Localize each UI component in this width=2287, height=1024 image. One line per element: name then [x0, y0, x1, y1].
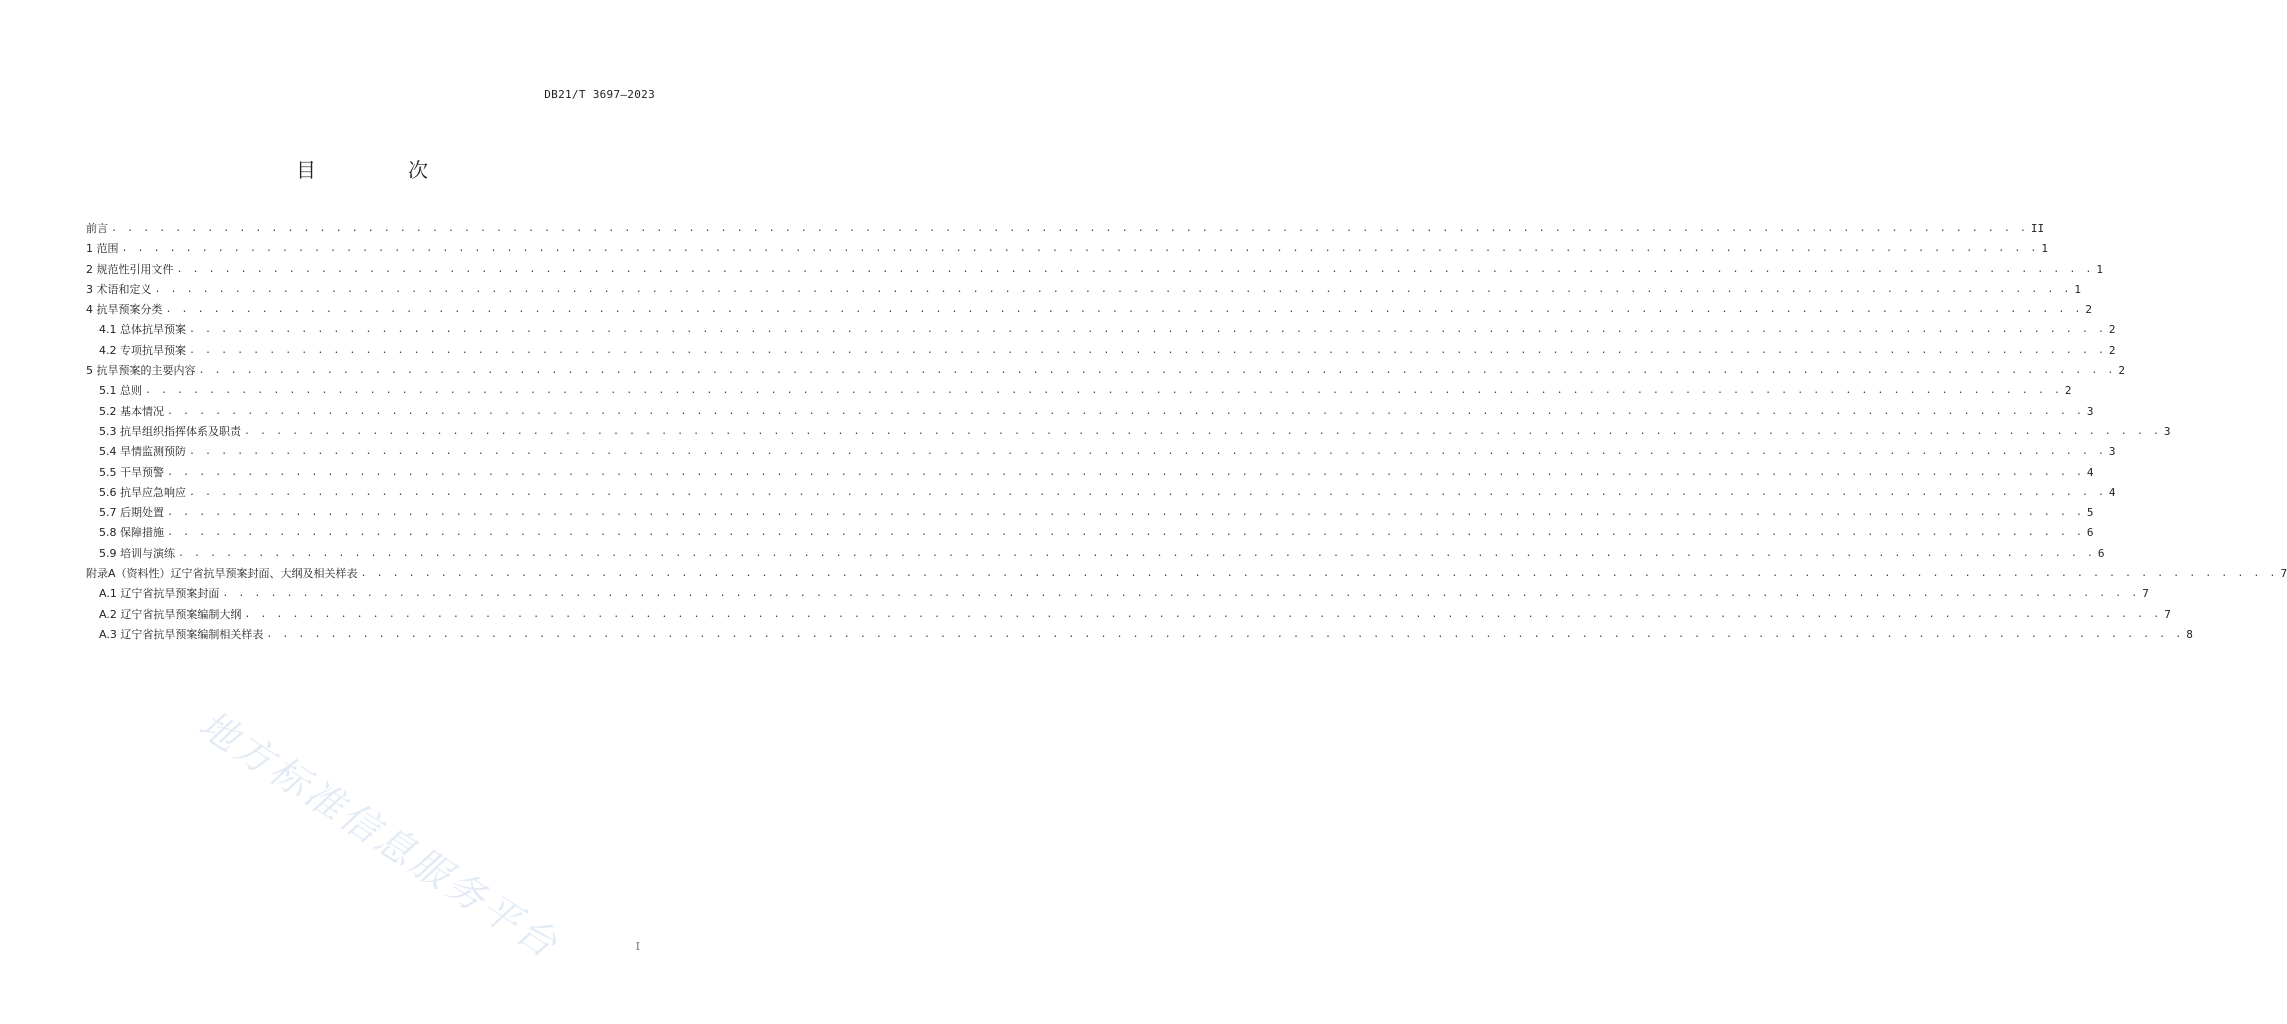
- toc-entry-label: 4 抗旱预案分类: [86, 303, 163, 317]
- toc-entry[interactable]: [86, 563, 2287, 581]
- toc-dot-leader: . . . . . . . . . . . . . . . . . . . . . . . . . . . . . . . . . . . . . . . . . . . . . . . . . . . . . . . . . . . . . . . . . . . . . . . . . . . . . . . . . . . . . . . . . . . . . . . . . . . . . . . . . . . . . . . . . . . . . . . .: [178, 547, 2095, 559]
- toc-dot-leader: . . . . . . . . . . . . . . . . . . . . . . . . . . . . . . . . . . . . . . . . . . . . . . . . . . . . . . . . . . . . . . . . . . . . . . . . . . . . . . . . . . . . . . . . . . . . . . . . . . . . . . . . . . . . . . . . . . . . . . . .: [198, 365, 2116, 377]
- toc-entry[interactable]: [86, 543, 2105, 561]
- toc-entry-label: 1 范围: [86, 242, 119, 256]
- toc-entry-page: 2: [2118, 364, 2126, 378]
- toc-entry[interactable]: [86, 238, 2049, 256]
- toc-entry[interactable]: [86, 421, 2171, 439]
- toc-entry-label: 附录A（资料性）辽宁省抗旱预案封面、大纲及相关样表: [86, 567, 358, 581]
- toc-entry-label: 4.1 总体抗旱预案: [99, 323, 186, 337]
- toc-entry[interactable]: [86, 604, 2171, 622]
- table-of-contents: [86, 218, 2287, 644]
- toc-dot-leader: . . . . . . . . . . . . . . . . . . . . . . . . . . . . . . . . . . . . . . . . . . . . . . . . . . . . . . . . . . . . . . . . . . . . . . . . . . . . . . . . . . . . . . . . . . . . . . . . . . . . . . . . . . . . . . . . . . . . . . . .: [167, 405, 2084, 417]
- toc-entry[interactable]: [86, 462, 2094, 480]
- toc-entry-page: 5: [2086, 506, 2094, 520]
- toc-dot-leader: . . . . . . . . . . . . . . . . . . . . . . . . . . . . . . . . . . . . . . . . . . . . . . . . . . . . . . . . . . . . . . . . . . . . . . . . . . . . . . . . . . . . . . . . . . . . . . . . . . . . . . . . . . . . . . . . . . . . . . . .: [189, 446, 2106, 458]
- toc-entry-label: 2 规范性引用文件: [86, 262, 174, 276]
- toc-dot-leader: . . . . . . . . . . . . . . . . . . . . . . . . . . . . . . . . . . . . . . . . . . . . . . . . . . . . . . . . . . . . . . . . . . . . . . . . . . . . . . . . . . . . . . . . . . . . . . . . . . . . . . . . . . . . . . . . . . . . . . . .: [189, 486, 2106, 498]
- toc-dot-leader: . . . . . . . . . . . . . . . . . . . . . . . . . . . . . . . . . . . . . . . . . . . . . . . . . . . . . . . . . . . . . . . . . . . . . . . . . . . . . . . . . . . . . . . . . . . . . . . . . . . . . . . . . . . . . . . . . . . . . . . .: [266, 628, 2184, 640]
- toc-entry[interactable]: [86, 299, 2093, 317]
- toc-entry[interactable]: [86, 624, 2193, 642]
- toc-dot-leader: . . . . . . . . . . . . . . . . . . . . . . . . . . . . . . . . . . . . . . . . . . . . . . . . . . . . . . . . . . . . . . . . . . . . . . . . . . . . . . . . . . . . . . . . . . . . . . . . . . . . . . . . . . . . . . . . . . . . . . . .: [167, 527, 2084, 539]
- toc-entry-label: 5.6 抗旱应急响应: [99, 485, 186, 499]
- toc-entry[interactable]: [86, 583, 2149, 601]
- toc-dot-leader: . . . . . . . . . . . . . . . . . . . . . . . . . . . . . . . . . . . . . . . . . . . . . . . . . . . . . . . . . . . . . . . . . . . . . . . . . . . . . . . . . . . . . . . . . . . . . . . . . . . . . . . . . . . . . . . . . . . . . . . .: [189, 324, 2106, 336]
- toc-entry-page: 6: [2086, 526, 2094, 540]
- toc-dot-leader: . . . . . . . . . . . . . . . . . . . . . . . . . . . . . . . . . . . . . . . . . . . . . . . . . . . . . . . . . . . . . . . . . . . . . . . . . . . . . . . . . . . . . . . . . . . . . . . . . . . . . . . . . . . . . . . . . . . . . . . .: [244, 425, 2161, 437]
- toc-entry-page: 7: [2280, 567, 2287, 581]
- toc-entry-label: 4.2 专项抗旱预案: [99, 343, 186, 357]
- toc-dot-leader: . . . . . . . . . . . . . . . . . . . . . . . . . . . . . . . . . . . . . . . . . . . . . . . . . . . . . . . . . . . . . . . . . . . . . . . . . . . . . . . . . . . . . . . . . . . . . . . . . . . . . . . . . . . . . . . . . . . . . . . .: [121, 243, 2039, 255]
- page-number: I: [635, 940, 640, 953]
- toc-dot-leader: . . . . . . . . . . . . . . . . . . . . . . . . . . . . . . . . . . . . . . . . . . . . . . . . . . . . . . . . . . . . . . . . . . . . . . . . . . . . . . . . . . . . . . . . . . . . . . . . . . . . . . . . . . . . . . . . . . . . . . . .: [145, 385, 2062, 397]
- toc-entry-page: 4: [2108, 485, 2116, 499]
- toc-entry-page: 7: [2164, 607, 2171, 621]
- toc-entry-label: 5.7 后期处置: [99, 506, 164, 520]
- page-title: 目 次: [296, 158, 464, 182]
- toc-dot-leader: . . . . . . . . . . . . . . . . . . . . . . . . . . . . . . . . . . . . . . . . . . . . . . . . . . . . . . . . . . . . . . . . . . . . . . . . . . . . . . . . . . . . . . . . . . . . . . . . . . . . . . . . . . . . . . . . . . . . . . . .: [244, 608, 2162, 620]
- toc-entry-page: 2: [2108, 323, 2116, 337]
- doc-code: DB21/T 3697—2023: [544, 88, 655, 101]
- toc-entry-page: 4: [2086, 465, 2094, 479]
- toc-entry-page: 8: [2186, 627, 2193, 641]
- toc-entry-page: 2: [2064, 384, 2072, 398]
- toc-entry-page: 6: [2097, 546, 2105, 560]
- watermark: 地方标准信息服务平台: [191, 701, 568, 968]
- toc-entry[interactable]: [86, 360, 2126, 378]
- toc-entry-label: 5.5 干旱预警: [99, 465, 164, 479]
- toc-entry-label: A.1 辽宁省抗旱预案封面: [99, 587, 220, 601]
- toc-entry[interactable]: [86, 502, 2094, 520]
- toc-dot-leader: . . . . . . . . . . . . . . . . . . . . . . . . . . . . . . . . . . . . . . . . . . . . . . . . . . . . . . . . . . . . . . . . . . . . . . . . . . . . . . . . . . . . . . . . . . . . . . . . . . . . . . . . . . . . . . . . . . . . . . . .: [165, 304, 2083, 316]
- toc-dot-leader: . . . . . . . . . . . . . . . . . . . . . . . . . . . . . . . . . . . . . . . . . . . . . . . . . . . . . . . . . . . . . . . . . . . . . . . . . . . . . . . . . . . . . . . . . . . . . . . . . . . . . . . . . . . . . . . . . . . . . . . .: [176, 263, 2094, 275]
- toc-entry-label: A.2 辽宁省抗旱预案编制大纲: [99, 607, 242, 621]
- toc-dot-leader: . . . . . . . . . . . . . . . . . . . . . . . . . . . . . . . . . . . . . . . . . . . . . . . . . . . . . . . . . . . . . . . . . . . . . . . . . . . . . . . . . . . . . . . . . . . . . . . . . . . . . . . . . . . . . . . . . . . . . . . .: [154, 283, 2072, 295]
- toc-entry-page: 3: [2108, 445, 2116, 459]
- toc-entry-label: 5.4 旱情监测预防: [99, 445, 186, 459]
- toc-entry-label: A.3 辽宁省抗旱预案编制相关样表: [99, 627, 264, 641]
- toc-entry[interactable]: [86, 218, 2045, 236]
- toc-entry-label: 3 术语和定义: [86, 282, 152, 296]
- toc-entry-label: 前言: [86, 222, 108, 235]
- toc-dot-leader: . . . . . . . . . . . . . . . . . . . . . . . . . . . . . . . . . . . . . . . . . . . . . . . . . . . . . . . . . . . . . . . . . . . . . . . . . . . . . . . . . . . . . . . . . . . . . . . . . . . . . . . . . . . . . . . . . . . . . . . .: [167, 466, 2084, 478]
- toc-entry-label: 5.9 培训与演练: [99, 546, 175, 560]
- toc-entry[interactable]: [86, 340, 2116, 358]
- toc-dot-leader: . . . . . . . . . . . . . . . . . . . . . . . . . . . . . . . . . . . . . . . . . . . . . . . . . . . . . . . . . . . . . . . . . . . . . . . . . . . . . . . . . . . . . . . . . . . . . . . . . . . . . . . . . . . . . . . . . . . . . . . .: [111, 223, 2028, 234]
- toc-entry[interactable]: [86, 319, 2116, 337]
- toc-entry-page: 3: [2163, 424, 2171, 438]
- toc-entry-page: 1: [2074, 282, 2082, 296]
- toc-entry-page: 3: [2086, 404, 2094, 418]
- toc-entry[interactable]: [86, 522, 2094, 540]
- toc-entry-label: 5.2 基本情况: [99, 404, 164, 418]
- toc-entry-page: 2: [2085, 303, 2093, 317]
- toc-dot-leader: . . . . . . . . . . . . . . . . . . . . . . . . . . . . . . . . . . . . . . . . . . . . . . . . . . . . . . . . . . . . . . . . . . . . . . . . . . . . . . . . . . . . . . . . . . . . . . . . . . . . . . . . . . . . . . . . . . . . . . . .: [167, 507, 2084, 519]
- toc-entry-page: 2: [2108, 343, 2116, 357]
- toc-entry-page: 1: [2041, 242, 2049, 256]
- toc-entry-label: 5.8 保障措施: [99, 526, 164, 540]
- toc-entry-page: II: [2030, 222, 2045, 235]
- toc-entry-label: 5.3 抗旱组织指挥体系及职责: [99, 424, 241, 438]
- toc-entry[interactable]: [86, 380, 2072, 398]
- toc-dot-leader: . . . . . . . . . . . . . . . . . . . . . . . . . . . . . . . . . . . . . . . . . . . . . . . . . . . . . . . . . . . . . . . . . . . . . . . . . . . . . . . . . . . . . . . . . . . . . . . . . . . . . . . . . . . . . . . . . . . . . . . .: [189, 344, 2106, 356]
- toc-entry[interactable]: [86, 279, 2082, 297]
- toc-entry-page: 7: [2142, 587, 2149, 601]
- toc-entry[interactable]: [86, 441, 2116, 459]
- toc-dot-leader: . . . . . . . . . . . . . . . . . . . . . . . . . . . . . . . . . . . . . . . . . . . . . . . . . . . . . . . . . . . . . . . . . . . . . . . . . . . . . . . . . . . . . . . . . . . . . . . . . . . . . . . . . . . . . . . . . . . . . . . .: [360, 568, 2278, 580]
- toc-entry[interactable]: [86, 482, 2116, 500]
- toc-entry[interactable]: [86, 401, 2094, 419]
- toc-entry-label: 5 抗旱预案的主要内容: [86, 364, 196, 378]
- toc-entry[interactable]: [86, 259, 2104, 277]
- toc-entry-label: 5.1 总则: [99, 384, 142, 398]
- toc-dot-leader: . . . . . . . . . . . . . . . . . . . . . . . . . . . . . . . . . . . . . . . . . . . . . . . . . . . . . . . . . . . . . . . . . . . . . . . . . . . . . . . . . . . . . . . . . . . . . . . . . . . . . . . . . . . . . . . . . . . . . . . .: [222, 588, 2140, 600]
- toc-entry-page: 1: [2096, 262, 2104, 276]
